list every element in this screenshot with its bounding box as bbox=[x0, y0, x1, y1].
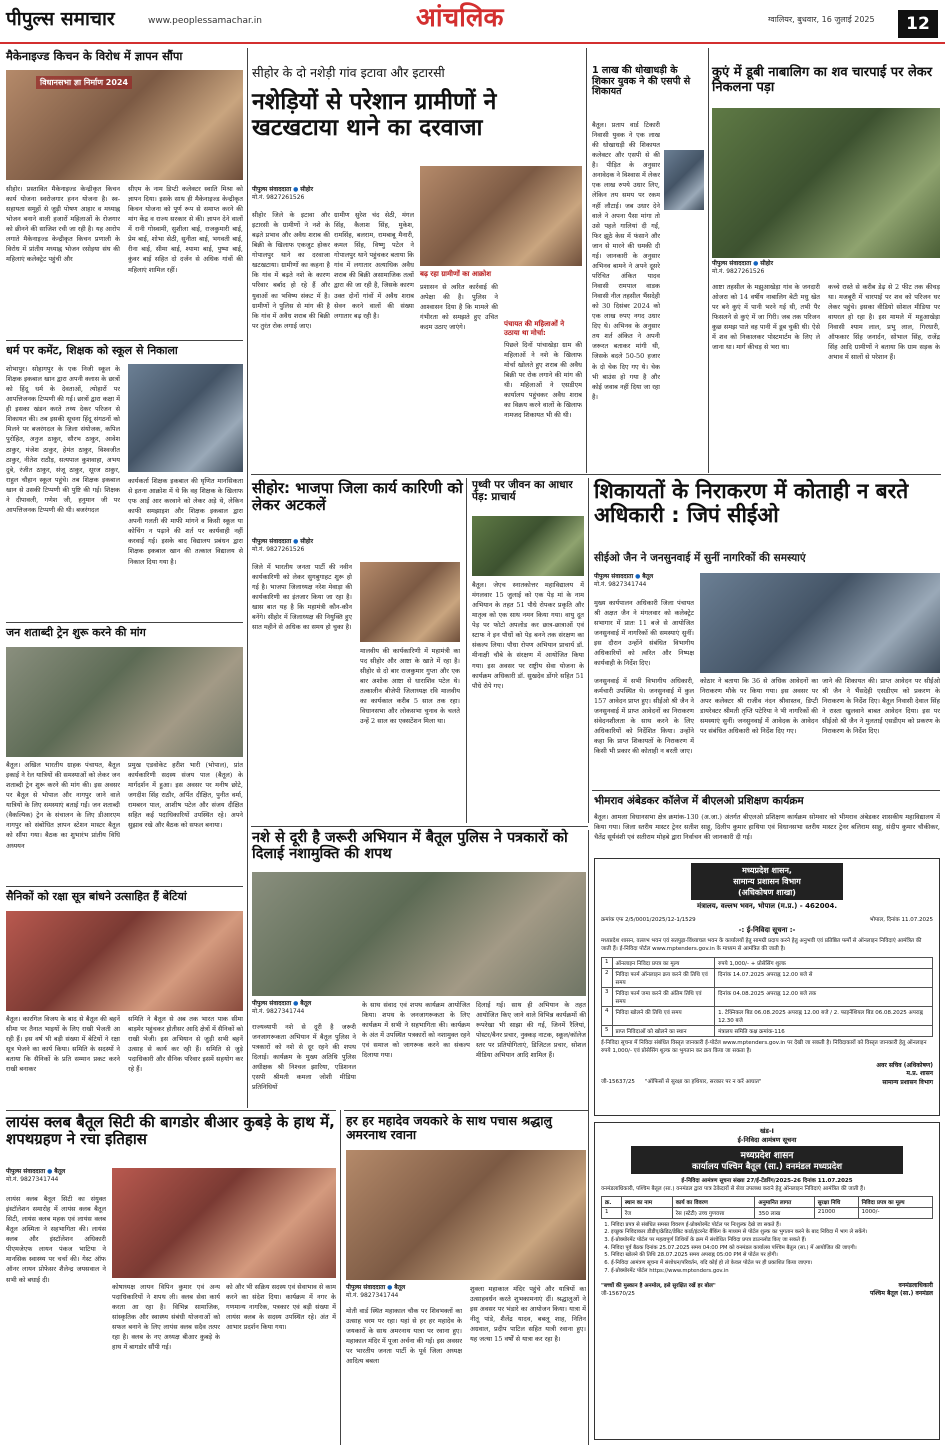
notice2-header-2: कार्यालय पश्चिम बैतूल (सा.) वनमंडल मध्यप्रदेश bbox=[691, 1162, 843, 1172]
reporter-name: पीपुल्स संवाददाता bbox=[252, 538, 292, 545]
notice2-slogan: "बच्चों की मुस्कान है अनमोल, इसे सुरक्षित रखें हर बोल" bbox=[601, 1283, 716, 1290]
page-number: 12 bbox=[898, 10, 938, 38]
notice-table-cell: दिनांक 04.08.2025 अपराह्न 12.00 बजे तक bbox=[715, 987, 933, 1006]
notice2-footer bbox=[601, 1281, 933, 1297]
story7-headline: कुएं में डूबी नाबालिग का शव चारपाई पर लेकर निकलना पड़ा bbox=[712, 65, 933, 95]
reporter-name: पीपुल्स संवाददाता bbox=[252, 186, 292, 193]
notice2-column-header: कार्य का विवरण bbox=[672, 1196, 755, 1207]
notice2-tag2: ई-निविदा आमंत्रण सूचना bbox=[737, 1136, 797, 1144]
notice-table-cell: निविदा खोलने की तिथि एवं समय bbox=[612, 1006, 715, 1025]
notice-header-1: मध्यप्रदेश शासन, bbox=[742, 866, 792, 875]
reporter-mobile: मो.नं. 9827261526 bbox=[252, 546, 305, 554]
reporter-place: बैतूल bbox=[300, 1000, 312, 1007]
notice2-condition-item: 1. निविदा प्रपत्र से संबंधित समस्त विवरण ई-प्रोक्योरमेंट पोर्टल पर निःशुल्क देखे जा सकते हैं। bbox=[611, 1222, 933, 1230]
reporter-name: पीपुल्स संवाददाता bbox=[252, 1000, 292, 1007]
reporter-mobile: मो.नं. 9827341744 bbox=[6, 1176, 59, 1184]
notice2-condition-item: 3. ई-प्रोक्योरमेंट पोर्टल पर महत्वपूर्ण तिथियों के क्रम में संशोधित निविदा प्रपत्र डाउनलोड किए जा सकते हैं। bbox=[611, 1237, 933, 1245]
story4-photo bbox=[6, 911, 243, 1011]
notice2-table-cell: रेस (स्टेटी) उच्च गुणवत्ता bbox=[672, 1207, 755, 1218]
story10-headline: शिकायतों के निराकरण में कोताही न बरते अधिकारी : जिपं सीईओ bbox=[594, 479, 909, 527]
column-rule bbox=[588, 478, 589, 823]
notice2-column-header: सुरक्षा निधि bbox=[814, 1196, 858, 1207]
story14-col1: मोती वार्ड स्थित महाकाल चौक पर शिवभक्तों का उत्साह चरम पर रहा। यहां से हर हर महादेव के जयकारों के साथ अमरनाथ यात्रा पर रवाना हुए। महाकाल मंदिर में पूजा अर्चना की गई। इस अवसर पर भारतीय जनता पार्टी के पूर्व जिला अध्यक्ष आदित्य बबला bbox=[346, 1307, 462, 1366]
story1-photo bbox=[6, 70, 243, 180]
notice2-condition-item: 2. इच्छुक निविदाकार डीडीए/क्रेडिट/डेबिट कार्ड/इंटरनेट बैंकिंग के माध्यम से पोर्टल शुल्क का भुगतान करने के बाद निविदा में भाग ले सकेंगे। bbox=[611, 1229, 933, 1237]
notice-table-cell: रुपये 1,000/- + प्रोसेसिंग शुल्क bbox=[715, 957, 933, 968]
story6-kicker: 1 लाख की धोखाधड़ी के शिकार युवक ने की एसपी से शिकायत bbox=[592, 65, 691, 98]
story13-col1: लायंस क्लब बैतूल सिटी का संयुक्त इंस्टॉलेशन समारोह में लायंस क्लब बैतूल सिटी, लायंस क्लब महक एवं लायंस क्लब बैतूल अस्मिता ने सहभागिता की। लायंस क्लब और इंस्टॉलेशन अधिकारी पीएमजेएफ लायन पंकज भाटिया ने मानसिक स्वास्थ्य पर चर्चा की। गेस्ट ऑफ ऑनर लायन प्रोफेसर शैलेन्द्र जयसवाल ने सभी को बधाई दी। bbox=[6, 1195, 106, 1284]
footer-slogan: "ऑफिसों से सुरक्षा का हथियार, सरकार पर न करें आघात" bbox=[644, 1079, 762, 1086]
story12-headline: नशे से दूरी है जरूरी अभियान में बैतूल पुलिस ने पत्रकारों को दिलाई नशामुक्ति की शपथ bbox=[252, 830, 568, 863]
story9-headline: पृथ्वी पर जीवन का आधार पेड़: प्राचार्य bbox=[472, 479, 573, 503]
notice2-sign-1: वनमंडलाधिकारी bbox=[898, 1282, 933, 1290]
story14-photo bbox=[346, 1150, 586, 1280]
notice2-condition-item: 6. ई-निविदा आमंत्रण सूचना में संशोधन/परिवर्तन, यदि कोई हो तो केवल पोर्टल पर ही प्रकाशित किया जाएगा। bbox=[611, 1260, 933, 1268]
story13-col3: को और भी सक्रिय सदस्य एवं सेवाभाव से काम करने का संदेश दिया। कार्यक्रम में नगर के गणमान्य नागरिक, पत्रकार एवं बड़ी संख्या में लायंस क्लब के सदस्य उपस्थित रहे। अंत में आभार प्रदर्शन किया गया। bbox=[226, 1283, 336, 1332]
dateline: ग्वालियर, बुधवार, 16 जुलाई 2025 bbox=[768, 15, 875, 24]
bullet-icon: ● bbox=[293, 538, 299, 545]
story5-subhead-1: बढ़ रहा ग्रामीणों का आक्रोश bbox=[420, 270, 492, 278]
notice-table-cell: दिनांक 14.07.2025 अपराह्न 12.00 बजे से bbox=[715, 968, 933, 987]
story7-byline bbox=[712, 260, 940, 277]
story12-photo bbox=[252, 872, 586, 996]
reporter-mobile: मो.नं. 9827341744 bbox=[594, 581, 647, 589]
notice2-tag: खंड-I bbox=[760, 1127, 774, 1135]
section-title: आंचलिक bbox=[416, 3, 504, 33]
reporter-name: पीपुल्स संवाददाता bbox=[346, 1284, 386, 1291]
story1-col1: सीहोर। प्रस्तावित मैकेनाइज्ड केन्द्रीकृत किचन कार्य योजना स्वरोजगार हनन योजना है। स्व-सहायता समूहों से जुड़ी पोषण आहार व मध्याह्न भोजन बनाने वाली हजारों महिलाओं के रोजगार को छीनने की साजिश रची जा रही है। यह आरोप लगाते मैकेनाइज्ड केन्द्रीकृत किचन प्रणाली के विरोध में प्रांतीय मध्याह्न भोजन रसोइया संघ की महिलाएं कलेक्ट्रेट पहुंची और bbox=[6, 185, 120, 264]
story3-headline: जन शताब्दी ट्रेन शुरू करने की मांग bbox=[6, 626, 146, 639]
notice-table-cell: प्राप्त निविदाओं को खोलने का स्थान bbox=[612, 1025, 715, 1036]
story2-col2: कार्यकर्ता शिक्षक इकबाल की घृणित मानसिकता से इतना आक्रोश में थे कि वह शिक्षक के खिलाफ एफ आई आर करवाने को लेकर अड़े थे, लेकिन काफी समझाइश और शिक्षक इकबाल द्वारा अपनी गलती की माफी मांगने व किसी स्कूल या कोचिंग न पढ़ाने की शर्त पर कार्यवाही नहीं करवाई गई। इसके बाद विद्यालय प्रबंधन द्वारा शिक्षक इकबाल खान की तत्काल विद्यालय से निकाल दिया गया है। bbox=[128, 477, 243, 566]
story10-col1: मुख्य कार्यपालन अधिकारी जिला पंचायत श्री अक्षत जैन ने मंगलवार को कलेक्ट्रेट सभागार में प्रातः 11 बजे से आयोजित जनसुनवाई में नागरिकों की समस्याएं सुनीं। इस दौरान उन्होंने संबंधित विभागीय अधिकारियों को त्वरित और निष्पक्ष कार्यवाही के निर्देश दिए। bbox=[594, 599, 694, 668]
notice2-table-cell: रेंज bbox=[621, 1207, 672, 1218]
bullet-icon: ● bbox=[387, 1284, 393, 1291]
notice-table bbox=[601, 957, 933, 1037]
story5-kicker: सीहोर के दो नशेड़ी गांव इटावा और इटारसी bbox=[252, 65, 445, 80]
notice-header-box bbox=[691, 863, 843, 900]
reporter-place: सीहोर bbox=[760, 260, 774, 267]
story3-col2: प्रमुख एडवोकेट हरीश भारी (भोपाल), प्रांत कार्यकारिणी सदस्य संजय पाल (बैतूल) के मार्गदर्शन में हुआ। इस अवसर पर मनीष छोटे, जगदीश सिंह राठौर, अर्पित दीक्षित, पुनीत वर्मा, रामबरन पाल, आशीष पटेल और संजय दीक्षित सहित कई पदाधिकारियों उपस्थित रहे। अपने सुझाव रखे और बैठक को सफल बनाया। bbox=[128, 761, 243, 830]
reporter-mobile: मो.नं. 9827341744 bbox=[252, 1008, 305, 1016]
column-rule bbox=[586, 48, 587, 473]
notice-table-cell: ऑनलाइन निविदा प्रपत्र का मूल्य bbox=[612, 957, 715, 968]
sign-line-1: अवर सचिव (अधिकोषण) bbox=[876, 1061, 933, 1069]
notice2-condition-item: 5. निविदा खोलने की तिथि 28.07.2025 समय अपराह्न 05:00 PM से पोर्टल पर होगी। bbox=[611, 1252, 933, 1260]
tender-notice-1 bbox=[594, 858, 940, 1116]
story7-col2: कच्चे रास्ते से करीब डेढ़ से 2 फीट तक कीचड़ था। मजबूरी में चारपाई पर शव को परिजन घर लेकर पहुंचे। इसका वीडियो सोशल मीडिया पर वायरल हो रहा है। इस मामले में महुआखेड़ा निवासी श्याम लाल, प्रभु लाल, गिरधारी, ऑफकार सिंह जनार्दन, सोभाल सिंह, राजेंद्र सिंह आदि ग्रामीणों ने बताया कि ग्राम सड़क के अभाव में सालों से परेशान हैं। bbox=[828, 283, 940, 362]
bullet-icon: ● bbox=[47, 1168, 53, 1175]
story11-body: बैतूल। आमला विधानसभा क्षेत्र क्रमांक-130 (अ.जा.) अंतर्गत बीएलओ प्रशिक्षण कार्यक्रम सोमवार को भीमराव अंबेडकर शासकीय महाविद्यालय में किया गया। जिला स्तरीय मास्टर ट्रेनर सतीश साहू, दिलीप कुमार हाथिया एवं विधानसभा स्तरीय मास्टर ट्रेनर बलिराम साहू, संदीप कुमार चौकीकर, चैतेंद्र सूर्यवंशी एवं सतीराम मोहबे द्वारा निर्वाचन की जानकारी दी गई। bbox=[594, 813, 940, 842]
notice2-table-cell: 1000/- bbox=[858, 1207, 932, 1218]
story13-photo bbox=[112, 1168, 336, 1278]
reporter-place: बैतूल bbox=[394, 1284, 406, 1291]
notice2-sign-2: पश्चिम बैतूल (सा.) वनमंडल bbox=[870, 1290, 933, 1298]
notice2-ref: ई-निविदा आमंत्रण सूचना संख्या 27/ई-टेंडरिंग/2025-26 दिनांक 11.07.2025 bbox=[681, 1178, 853, 1184]
story5-col4: पिछले दिनों पांचाखेड़ा ग्राम की महिलाओं ने नशे के खिलाफ मोर्चा खोलते हुए शराब की अवैध बिक्री पर रोक लगाने की मांग की थी। महिलाओं ने एसडीएम कार्यालय पहुंचकर अवैध शराब का विक्रय करने वालों के खिलाफ नामजद शिकायत भी की थी। bbox=[504, 341, 582, 420]
paper-logo: पीपुल्स समाचार bbox=[6, 8, 115, 30]
story8-byline bbox=[252, 538, 462, 555]
column-rule bbox=[466, 478, 467, 823]
bullet-icon: ● bbox=[293, 1000, 299, 1007]
bullet-icon: ● bbox=[635, 573, 641, 580]
notice2-intro: वनमंडलाधिकारी, पश्चिम बैतूल (सा.) वनमंडल द्वारा पात्र ठेकेदारों से सेवा उपलब्ध कराने हेतु ऑनलाइन निविदाएं आमंत्रित की जाती हैं। bbox=[601, 1186, 866, 1192]
reporter-name: पीपुल्स संवाददाता bbox=[6, 1168, 46, 1175]
story2-headline: धर्म पर कमेंट, शिक्षक को स्कूल से निकाला bbox=[6, 344, 178, 357]
story4-col2: समिति ने बैतूल से अब तक भारत पाक सीमा बाड़मेर पहुंचकर होतीसर आदि क्षेत्रों में सैनिकों को राखी भेजी। इस अभियान से जुड़ी सभी बहनें उत्साह से कार्य कर रही हैं। समिति से जुड़े पदाधिकारी और सैनिक परिवार इसमें सहयोग कर रहे हैं। bbox=[128, 1015, 243, 1074]
reporter-name: पीपुल्स संवाददाता bbox=[712, 260, 752, 267]
story14-byline bbox=[346, 1284, 486, 1301]
footer-code: जी-15637/25 bbox=[601, 1079, 635, 1086]
notice-header-3: (अधिकोषण शाखा) bbox=[738, 888, 796, 897]
story5-col1: सीहोर जिले के इटावा और इटारसी के ग्रामीणों ने नशे के बढ़ते प्रभाव और अवैध शराब की बिक्री के खिलाफ एकजुट होकर गोपालपुर थाने का दरवाजा खटखटाया। ग्रामीणों का कहना है कि गांव में बढ़ते नशे के कारण परिवार बर्बाद हो रहे हैं और युवाओं का भविष्य संकट में है। ग्रामीणों ने पुलिस से मांग की है कि गांव में अवैध शराब की बिक्री पर तुरंत रोक लगाई जाए। bbox=[252, 211, 330, 330]
notice-table-cell: 1 bbox=[602, 957, 613, 968]
story5-photo bbox=[420, 166, 582, 266]
story3-col1: बैतूल। अखिल भारतीय ग्राहक पंचायत, बैतूल इकाई ने रेल यात्रियों की समस्याओं को लेकर जन शताब्दी ट्रेन शुरू करने की मांग की। इस अवसर पर बैतूल से भोपाल और नागपुर जाने वाले यात्रियों के लिए समस्याएं बताई गईं। जन शताब्दी (वैकल्पिक) ट्रेन के संचालन के लिए डीआरएम नागपुर को संबोधित ज्ञापन स्टेशन मास्टर बैतूल को सौंपा गया। बैठक का शुभारंभ प्रांतीय विधि अध्ययन bbox=[6, 761, 120, 850]
notice2-table-header bbox=[602, 1196, 933, 1207]
notice-table-row bbox=[602, 957, 933, 968]
story13-col2: कोषाध्यक्ष लायन विपिन कुमार एवं अन्य पदाधिकारियों ने शपथ ली। क्लब सेवा कार्य करता आ रहा है। विभिन्न सामाजिक, सांस्कृतिक और स्वास्थ्य संबंधी योजनाओं को सफल बनाने के लिए लायंस क्लब सदैव तत्पर रहा है। क्लब के नए अध्यक्ष बीआर कुबड़े के हाथ में बागडोर सौंपी गई। bbox=[112, 1283, 220, 1352]
story6-body: बैतूल। प्रताप वार्ड टिकारी निवासी युवक ने एक लाख की धोखाधड़ी की शिकायत कलेक्टर और एसपी से की है। पीड़ित के अनुसार अनावेदक ने विश्वास में लेकर एक लाख रुपये उधार लिए, लेकिन तय समय पर रकम नहीं लौटाई। जब उधार देने वाले ने अपना पैसा मांगा तो उसे पहले गालियां दी गईं, फिर झूठे केस में फंसाने और जान से मारने की धमकी दी गई। जानकारी के अनुसार अभिनव बामने ने अपने दूसरे परिचित अंकित यादव निवासी रामपाल वाडक निवासी नील तहसील भैंसदेही को 30 दिसंबर 2024 को एक लाख रुपए नगद उधार दिए थे। अभिनव के अनुसार तय शर्त अंकित ने अपनी जरूरत बताकर मांगी थी, जिसके बदले 50-50 हजार के दो चेक दिए गए थे। चेक भी बाउंस हो गया है और कोई जवाब नहीं दिया जा रहा है। bbox=[592, 121, 660, 401]
notice-table-cell: निविदा फार्म ऑनलाइन क्रय करने की तिथि एवं समय bbox=[612, 968, 715, 987]
notice-table-cell: 1. टेक्निकल बिड 06.08.2025 अपराह्न 12.00 बजे / 2. फाइनेंशियल बिड 06.08.2025 अपराह्न 12.30 बजे bbox=[715, 1006, 933, 1025]
divider bbox=[6, 340, 243, 341]
notice-table-cell: 4 bbox=[602, 1006, 613, 1025]
photo-banner-text: विधानसभा ज्ञा निर्माण 2024 bbox=[36, 76, 132, 89]
divider bbox=[344, 1110, 588, 1111]
notice2-column-header: निविदा प्रपत्र का मूल्य bbox=[858, 1196, 932, 1207]
story12-col3: दिलाई गई। साथ ही अभियान के तहत आयोजित किए जाने वाले विभिन्न कार्यक्रमों की रूपरेखा भी साझा की गई, जिनमें रैलियां, पोस्टर/बैनर प्रचार, नुक्कड़ नाटक, स्कूल/कॉलेज स्तर पर प्रतियोगिताएं, डिजिटल प्रचार, सोशल मीडिया अभियान आदि शामिल हैं। bbox=[476, 1001, 586, 1060]
story2-col1: शोभापुर। सोहागपुर के एक निजी स्कूल के शिक्षक इकबाल खान द्वारा अपनी क्लास के छात्रों को हिंदू धर्म के देवताओं, त्योहारों पर आपत्तिजनक टिप्पणी की गई। छात्रों द्वारा कक्षा में ही इसका खंडन करते तथ्य देकर परिजन से शिकायत की। तब इसकी सूचना हिंदू संगठनों को मिलने पर बजरंगदल के जिला संयोजक, कपिल पुरोहित, अनुज ठाकुर, सौरभ ठाकुर, आवेश ठाकुर, मंजेश ठाकुर, हेमंत ठाकुर, विश्वजीत ठाकुर, नीतेश राठौड़, सत्यपाल कुशवाहा, अभय दुबे, रंजीत ठाकुर, संजू ठाकुर, सूरज ठाकुर, राहुल चौहान स्कूल पहुंचे। तब शिक्षक इकबाल खान से उसकी टिप्पणी की पुष्टि की गई। शिक्षक ने दीपावली, गणेश जी, हनुमान जी पर आपत्तिजनक टिप्पणी की थी। बजरंगदल bbox=[6, 365, 120, 514]
divider bbox=[251, 826, 588, 827]
notice2-table bbox=[601, 1196, 933, 1219]
story10-col2: जनसुनवाई में सभी विभागीय अधिकारी, कर्मचारी उपस्थित थे। जनसुनवाई में कुल 157 आवेदन प्राप्त हुए। सीईओ श्री जैन ने जनसुनवाई में प्राप्त आवेदनों का निराकरण संवेदनशीलता के साथ करने के लिए अधिकारियों को निर्देशित किया। उन्होंने कहा कि प्राप्त शिकायतों के निराकरण में किसी भी प्रकार की कोताही न बरती जाए। bbox=[594, 677, 694, 756]
story10-photo bbox=[700, 573, 940, 673]
story7-photo bbox=[712, 108, 940, 258]
story1-col2: सीएम के नाम डिप्टी कलेक्टर स्वाति मिश्रा को ज्ञापन दिया। इसके साथ ही मैकेनाइज्ड केन्द्रीकृत किचन योजना को पूर्ण रूप से समाप्त करने की मांग केंद्र व राज्य सरकार से की। ज्ञापन देने वालों में रानी गोस्वामी, सुशीला बाई, राजकुमारी बाई, प्रेम बाई, शोभा सेठी, सुनीता बाई, भगवती बाई, रीना बाई, सीमा बाई, श्यामा बाई, पुष्पा बाई, कुंवर बाई सहित दो दर्जन से अधिक गांवों की महिलाएं शामिल रहीं। bbox=[128, 185, 243, 274]
column-rule bbox=[247, 48, 248, 1108]
notice-address: मंत्रालय, वल्लभ भवन, भोपाल (म.प्र.) - 462004. bbox=[697, 902, 837, 910]
story8-col2: मालवीय की कार्यकारिणी में महामंत्री का पद सीहोर और आष्टा के खाते में रहा है। सीहोर से दो बार राजकुमार गुप्ता और एक बार अशोक आष्टा से धाराशिव पटेल थे। तत्कालीन बीजेपी जिलाध्यक्ष रवि मालवीय का कार्यकाल करीब 5 साल तक रहा। विधानसभा और लोकसभा चुनाव के चलते उन्हें 2 साल का एक्सटेंशन मिला था। bbox=[360, 647, 460, 726]
story5-byline bbox=[252, 186, 412, 203]
story1-headline: मैकेनाइज्ड किचन के विरोध में ज्ञापन सौंपा bbox=[6, 49, 183, 63]
story10-col3: कोठार ने बताया कि 36 से अधिक आवेदनों का निराकरण मौके पर किया गया। इस अवसर पर अपर कलेक्टर श्री राजीव नंदन श्रीवास्तव, डिप्टी डायरेक्टर श्रीमती तृप्ति पटेरिया ने भी नागरिकों की समस्याएं सुनीं। जनसुनवाई में आवेदक के आवेदन पर संबंधित अधिकारी को निर्देश दिए गए। bbox=[700, 677, 818, 736]
notice2-column-header: अनुमानित लागत bbox=[755, 1196, 814, 1207]
divider bbox=[6, 622, 243, 623]
reporter-name: पीपुल्स संवाददाता bbox=[594, 573, 634, 580]
tender-notice-2 bbox=[594, 1122, 940, 1440]
story13-headline: लायंस क्लब बैतूल सिटी की बागडोर बीआर कुबड़े के हाथ में, शपथग्रहण ने रचा इतिहास bbox=[6, 1113, 335, 1148]
notice2-table-row bbox=[602, 1207, 933, 1218]
story7-col1: आष्टा तहसील के मझुआखेड़ा गांव के जनदारी ओजरा को 14 वर्षीय नाबालिग बेटी मधु खेत पर बने कुएं में पानी भरने गई थी, तभी पैर फिसलने से कुएं में जा गिरी। जब तक परिजन कुछ समझ पाते वह पानी में डूब चुकी थी। ऐसे में शव को निकालकर पोस्टमार्टम के लिए ले जाना था। मार्ग कीचड़ से भरा था। bbox=[712, 283, 820, 352]
reporter-mobile: मो.नं. 9827261526 bbox=[252, 194, 305, 202]
story8-col1: जिले में भारतीय जनता पार्टी की नवीन कार्यकारिणी को लेकर सुगबुगाहट शुरू हो गई है। भाजपा जिलाध्यक्ष नरेश मेवाड़ा की कार्यकारिणी का इंतजार किया जा रहा है। खास बात यह है कि महामंत्री कौन-कौन बनेंगे। सीहोर में जिलाध्यक्ष की नियुक्ति हुए सात महीने से अधिक का समय हो चुका है। bbox=[252, 563, 352, 632]
notice-ref-row bbox=[601, 915, 933, 923]
column-rule bbox=[588, 830, 589, 1445]
story9-photo bbox=[472, 516, 584, 576]
notice-table-cell: निविदा फार्म जमा करने की अंतिम तिथि एवं समय bbox=[612, 987, 715, 1006]
story12-col2: के साथ संवाद एवं शपथ कार्यक्रम आयोजित किया। शपथ के जनजागरूकता के लिए कार्यक्रम में सभी ने सहभागिता की। कार्यक्रम के अंत में उपस्थित पत्रकारों को नशामुक्त रहने एवं समाज को जागरूक करने का संकल्प दिलाया गया। bbox=[362, 1001, 470, 1060]
story5-col3: प्रशासन से त्वरित कार्रवाई की अपेक्षा की है। पुलिस ने आश्वासन दिया है कि मामले की गंभीरता को समझते हुए उचित कदम उठाए जाएंगे। bbox=[420, 283, 498, 332]
notice-title: -: ई-निविदा सूचना :- bbox=[738, 926, 796, 934]
sign-line-3: सामान्य प्रशासन विभाग bbox=[882, 1078, 933, 1086]
reporter-place: बैतूल bbox=[54, 1168, 66, 1175]
reporter-mobile: मो.नं. 9827341744 bbox=[346, 1292, 399, 1300]
story5-col2: ग्रामीण सुरेश चंद सेठी, मंगल सिंह, कैलाश सिंह, मुकेश, रामसिंह, बलराम, रामबाबू मैनारी, कमल सिंह, विष्णु पटेल ने गोपालपुर थाने पहुंचकर बताया कि गांव में लगातार अत्याधिक अवैध शराब की बिक्री असामाजिक तत्वों द्वारा की जा रही है, जिसके कारण उक्त दोनों गांवों में अवैध शराब सेवन करने वालों की संख्या लगातार बढ़ रही है। bbox=[334, 211, 414, 320]
notice2-header-1: मध्यप्रदेश शासन bbox=[740, 1151, 794, 1161]
notice-table-cell: 5 bbox=[602, 1025, 613, 1036]
story8-portrait bbox=[360, 562, 460, 642]
notice2-condition-item: 4. निविदा पूर्व बैठक दिनांक 25.07.2025 समय 04:00 PM को वनमंडल कार्यालय पश्चिम बैतूल (सा.) में आयोजित की जाएगी। bbox=[611, 1245, 933, 1253]
story4-headline: सैनिकों को रक्षा सूत्र बांधने उत्साहित हैं बेटियां bbox=[6, 890, 187, 903]
notice-table-row bbox=[602, 968, 933, 987]
story14-headline: हर हर महादेव जयकारे के साथ पचास श्रद्धालु अमरनाथ रवाना bbox=[346, 1113, 552, 1142]
notice2-table-cell: 21000 bbox=[814, 1207, 858, 1218]
masthead-rule bbox=[0, 42, 945, 44]
notice-table-row bbox=[602, 1006, 933, 1025]
masthead bbox=[0, 0, 945, 44]
story8-headline: सीहोर: भाजपा जिला कार्य कारिणी को लेकर अटकलें bbox=[252, 479, 463, 514]
notice-table-row bbox=[602, 1025, 933, 1036]
story11-headline: भीमराव अंबेडकर कॉलेज में बीएलओ प्रशिक्षण कार्यक्रम bbox=[594, 795, 804, 807]
column-rule bbox=[708, 48, 709, 473]
notice2-footer-code: जी-15670/25 bbox=[601, 1291, 635, 1298]
notice2-table-cell: 1 bbox=[602, 1207, 622, 1218]
column-rule bbox=[340, 1110, 341, 1445]
reporter-place: बैतूल bbox=[642, 573, 654, 580]
notice2-column-header: क्र. bbox=[602, 1196, 622, 1207]
notice-note: ई-निविदा सूचना में निविदा संबंधित विस्तृत जानकारी ई-पोर्टल www.mptenders.gov.in पर देखी जा सकती है। निविदाकारों को विस्तृत जानकारी हेतु ऑनलाइन रुपये 1,000/- एवं प्रोसेसिंग शुल्क का भुगतान कर क्रय किया जा सकता है। bbox=[601, 1039, 927, 1054]
notice2-condition-item: 7. ई-प्रोक्योरमेंट पोर्टल https://www.mptenders.gov.in bbox=[611, 1268, 933, 1276]
bullet-icon: ● bbox=[753, 260, 759, 267]
story4-col1: बैतूल। कारगिल विजय के बाद से बैतूल की बहनें सीमा पर तैनात भाइयों के लिए राखी भेजती आ रही हैं। इस वर्ष भी बड़ी संख्या में बेटियों ने रक्षा सूत्र भेजने का कार्य किया। समिति के सदस्यों ने बताया कि सैनिकों के प्रति सम्मान प्रकट करने राखी बनाकर bbox=[6, 1015, 120, 1074]
bullet-icon: ● bbox=[293, 186, 299, 193]
notice-intro: मध्यप्रदेश शासन, वल्लभ भवन एवं सतपुड़ा-विंध्याचल भवन के कार्यालयों हेतु सामग्री प्रदाय करने हेतु अनुभवी एवं प्रतिष्ठित फर्मों से ऑनलाइन निविदाएं आमंत्रित की जाती हैं। ई-निविदा पोर्टल www.mptenders.gov.in के माध्यम से आमंत्रित की जाती है। bbox=[601, 938, 922, 952]
notice-header-2: सामान्य प्रशासन विभाग bbox=[733, 877, 801, 886]
notice2-conditions bbox=[601, 1222, 933, 1276]
story12-col1: राज्यव्यापी नशे से दूरी है जरूरी जनजागरूकता अभियान में बैतूल पुलिस ने पत्रकारों को नशे से दूर रहने की शपथ दिलाई। कार्यक्रम के मुख्य अतिथि पुलिस अधीक्षक श्री निश्चल झारिया, एडिशनल एसपी श्रीमती कमला जोशी मीडिया प्रतिनिधियों bbox=[252, 1023, 356, 1092]
paper-url[interactable]: www.peoplessamachar.in bbox=[148, 16, 262, 26]
story10-col4: जाने की शिकायत की। प्राप्त आवेदन पर सीईओ श्री जैन ने भैंसदेही एसडीएम को प्रकरण के निराकरण के निर्देश दिए। बैतूल निवासी देवाल सिंह ने रास्ता खुलवाने बाबत आवेदन दिया। इस पर सीईओ श्री जैन ने मुलताई एसडीएम को प्रकरण के निराकरण के निर्देश दिए। bbox=[822, 677, 940, 736]
story9-body: बैतूल। जेएच स्नातकोत्तर महाविद्यालय में मंगलवार 15 जुलाई को एक पेड़ मां के नाम अभियान के तहत 51 पौधे रोपकर प्रकृति और मातृत्व को एक साथ नमन किया गया। वायु दूत पेड़ पर फोटो अपलोड कर छात्र-छात्राओं एवं स्टाफ ने इन पौधों को पेड़ बनने तक संरक्षण का संकल्प लिया। पौधा रोपण अभियान प्राचार्य डॉ. मीनाक्षी चौबे के संरक्षण में आयोजित किया गया। इस अवसर पर राष्ट्रीय सेवा योजना के कार्यक्रम अधिकारी डॉ. सुखदेव डोंगरे सहित 51 पौधे रोपे गए। bbox=[472, 581, 584, 690]
divider bbox=[592, 790, 940, 791]
reporter-place: सीहोर bbox=[300, 538, 314, 545]
notice-table-row bbox=[602, 987, 933, 1006]
reporter-place: सीहोर bbox=[300, 186, 314, 193]
story3-photo bbox=[6, 647, 243, 757]
notice2-table-cell: 350 लाख bbox=[755, 1207, 814, 1218]
story10-subhead: सीईओ जैन ने जनसुनवाई में सुनीं नागरिकों की समस्याएं bbox=[594, 552, 806, 564]
reporter-mobile: मो.नं. 9827261526 bbox=[712, 268, 765, 276]
story2-photo bbox=[128, 364, 243, 472]
notice-table-cell: 3 bbox=[602, 987, 613, 1006]
notice-date: भोपाल, दिनांक 11.07.2025 bbox=[869, 917, 933, 923]
notice-table-cell: मंत्रालय समिति कक्ष क्रमांक-116 bbox=[715, 1025, 933, 1036]
story5-subhead-2: पंचायत की महिलाओं ने उठाया था मोर्चा: bbox=[504, 320, 565, 337]
divider bbox=[6, 1110, 336, 1111]
divider bbox=[6, 886, 243, 887]
notice-table-cell: 2 bbox=[602, 968, 613, 987]
notice-ref: क्रमांक एफ 2/5/0001/2025/12-1/1529 bbox=[601, 917, 696, 923]
notice2-column-header: स्थान का नाम bbox=[621, 1196, 672, 1207]
story6-portrait bbox=[664, 150, 704, 210]
story5-headline: नशेड़ियों से परेशान ग्रामीणों ने खटखटाया थाने का दरवाजा bbox=[252, 89, 497, 141]
divider bbox=[251, 474, 941, 475]
notice2-header-box bbox=[631, 1146, 903, 1174]
sign-line-2: म.प्र. शासन bbox=[906, 1070, 933, 1078]
story14-col2: शुक्ला महाकाल मंदिर पहुंचे और यात्रियों का उत्साहवर्धन करते शुभकामनाएं दीं। श्रद्धालुओं ने इस अवसर पर भंडारे का आयोजन किया। यात्रा में नीतू पांडे, शैलेंद्र यादव, बबलू शाह, नितिन अग्रवाल, प्रदीप पाटिल सहित यात्री रवाना हुए। यह जत्था 15 वर्षों से यात्रा कर रहा है। bbox=[470, 1285, 586, 1344]
